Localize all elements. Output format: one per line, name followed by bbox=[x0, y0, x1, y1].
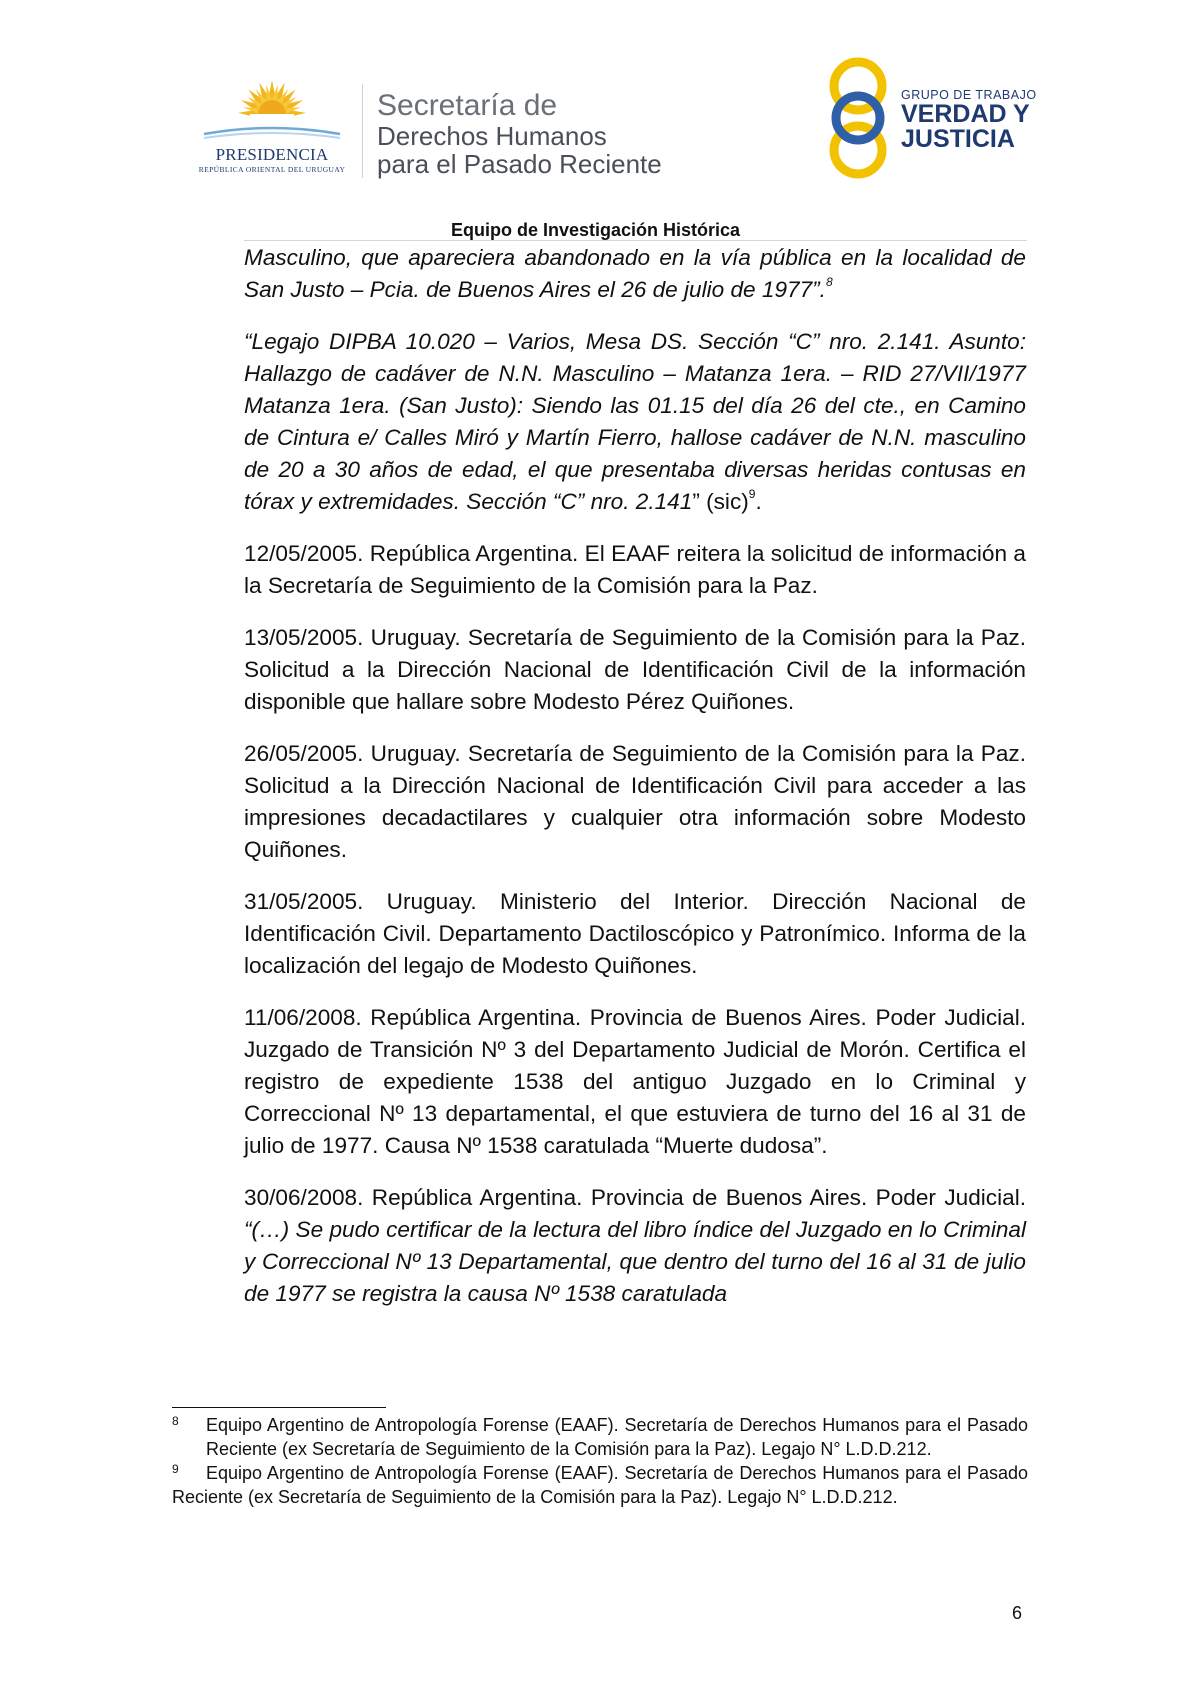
footnote-text: Equipo Argentino de Antropología Forense (EAAF). Secretaría de Derechos Humanos para el Pasado Reciente (ex Secretaría de Seguimiento de la Comisión para la Paz). Legajo N° L.D.D.212. bbox=[206, 1415, 1028, 1459]
footnote-rule bbox=[172, 1407, 386, 1408]
page-number: 6 bbox=[1012, 1603, 1023, 1623]
footnote-text: Equipo Argentino de Antropología Forense (EAAF). Secretaría de Derechos Humanos para el Pasado Reciente (ex Secretaría de Seguimiento de la Comisión para la Paz). Legajo N° L.D.D.212. bbox=[172, 1463, 1028, 1507]
footnote-9 bbox=[172, 1461, 1028, 1509]
paragraph-2 bbox=[244, 326, 1026, 518]
secretaria-line3: para el Pasado Reciente bbox=[377, 149, 662, 179]
page-header bbox=[0, 0, 1191, 215]
grupo-trabajo-text bbox=[901, 88, 1037, 152]
paragraph-8 bbox=[244, 1182, 1026, 1310]
footnote-ref-8[interactable]: 8 bbox=[825, 275, 833, 290]
paragraph-1 bbox=[244, 242, 1026, 306]
secretaria-line1: Secretaría de bbox=[377, 89, 558, 122]
team-title: Equipo de Investigación Histórica bbox=[450, 220, 741, 240]
secretaria-logo-text bbox=[377, 90, 662, 178]
footnote-8 bbox=[172, 1413, 1028, 1461]
grupo-trabajo-line3: JUSTICIA bbox=[901, 125, 1015, 153]
paragraph-2-quote: “Legajo DIPBA 10.020 – Varios, Mesa DS. Sección “C” nro. 2.141. Asunto: Hallazgo de cadáver de N.N. Masculino – Matanza 1era. – RID 27/VII/1977 Matanza 1era. (San Justo): Siendo las 01.15 del día 26 del cte., en Camino de Cintura e/ Calles Miró y Martín Fierro, hallose cadáver de N.N. masculino de 20 a 30 años de edad, el que presentaba diversas heridas contusas en tórax y extremidades. Sección “C” nro. 2.141 bbox=[244, 329, 1026, 514]
paragraph-5: 26/05/2005. Uruguay. Secretaría de Seguimiento de la Comisión para la Paz. Solicitud a la Dirección Nacional de Identificación Civil para acceder a las impresiones decadactilares y cualquier otra información sobre Modesto Quiñones. bbox=[244, 741, 1026, 862]
footnote-number: 9 bbox=[172, 1462, 179, 1476]
document-body bbox=[244, 242, 1026, 1330]
footnote-ref-9[interactable]: 9 bbox=[748, 487, 756, 502]
paragraph-7: 11/06/2008. República Argentina. Provincia de Buenos Aires. Poder Judicial. Juzgado de Transición Nº 3 del Departamento Judicial de Morón. Certifica el registro de expediente 1538 del antiguo Juzgado en lo Criminal y Correccional Nº 13 departamental, el que estuviera de turno del 16 al 31 de julio de 1977. Causa Nº 1538 caratulada “Muerte dudosa”. bbox=[244, 1005, 1026, 1158]
paragraph-8-quote: “(…) Se pudo certificar de la lectura del libro índice del Juzgado en lo Criminal y Correccional Nº 13 Departamental, que dentro del turno del 16 al 31 de julio de 1977 se registra la causa Nº 1538 caratulada bbox=[244, 1217, 1026, 1306]
header-rule bbox=[244, 240, 1027, 241]
presidencia-title: PRESIDENCIA bbox=[215, 145, 329, 164]
paragraph-2-end: . bbox=[755, 489, 762, 514]
presidencia-subtitle: REPÚBLICA ORIENTAL DEL URUGUAY bbox=[198, 165, 346, 174]
paragraph-6: 31/05/2005. Uruguay. Ministerio del Interior. Dirección Nacional de Identificación Civil. Departamento Dactiloscópico y Patronímico. Informa de la localización del legajo de Modesto Quiñones. bbox=[244, 889, 1026, 978]
header-divider bbox=[362, 84, 363, 178]
footnote-number: 8 bbox=[172, 1414, 179, 1428]
paragraph-2-tail: ” (sic) bbox=[692, 489, 749, 514]
footnotes bbox=[172, 1413, 1028, 1509]
paragraph-8-plain: 30/06/2008. República Argentina. Provincia de Buenos Aires. Poder Judicial. bbox=[244, 1185, 1026, 1210]
secretaria-line2: Derechos Humanos bbox=[377, 121, 607, 151]
grupo-trabajo-line1: GRUPO DE TRABAJO bbox=[901, 88, 1037, 102]
grupo-trabajo-line2: VERDAD Y bbox=[901, 100, 1030, 128]
paragraph-3: 12/05/2005. República Argentina. El EAAF reitera la solicitud de información a la Secretaría de Seguimiento de la Comisión para la Paz. bbox=[244, 541, 1026, 598]
rings-logo-icon bbox=[822, 56, 894, 180]
paragraph-4: 13/05/2005. Uruguay. Secretaría de Seguimiento de la Comisión para la Paz. Solicitud a la Dirección Nacional de Identificación Civil de la información disponible que hallare sobre Modesto Pérez Quiñones. bbox=[244, 625, 1026, 714]
paragraph-1-text: Masculino, que apareciera abandonado en la vía pública en la localidad de San Justo – Pcia. de Buenos Aires el 26 de julio de 1977”. bbox=[244, 245, 1026, 302]
